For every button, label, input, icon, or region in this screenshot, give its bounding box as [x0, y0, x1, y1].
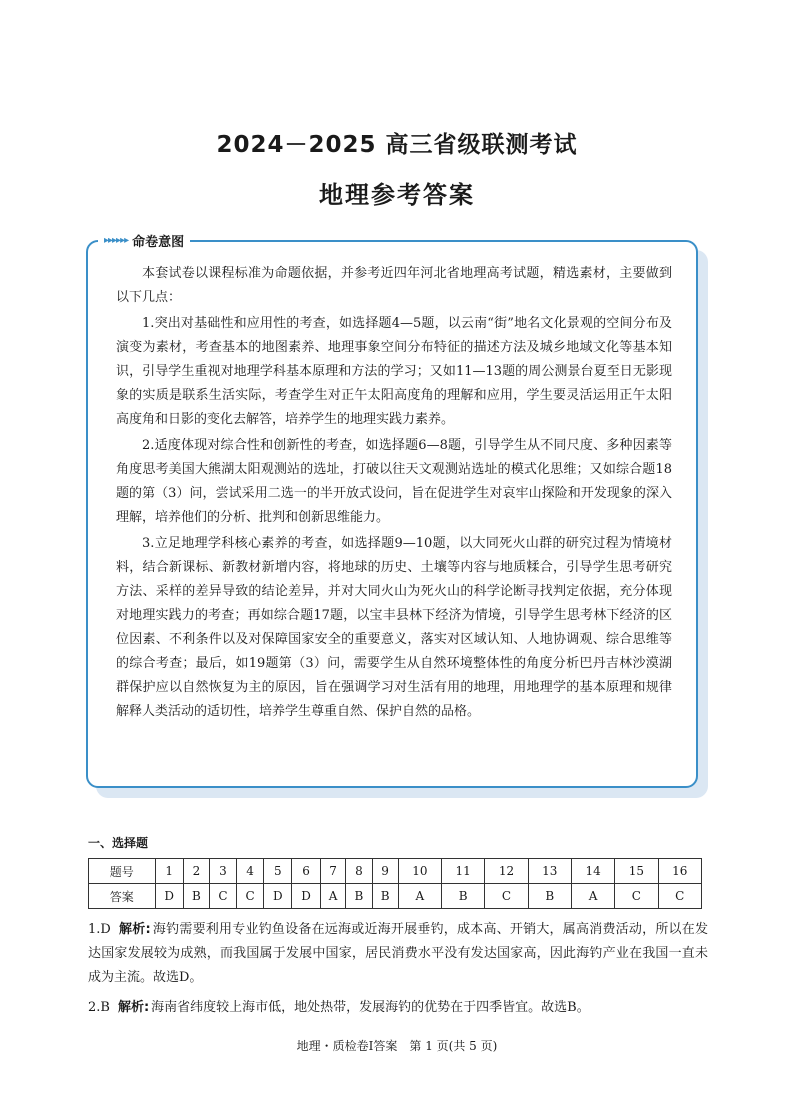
- answer-cell: B: [528, 884, 571, 909]
- answer-table: [88, 858, 702, 909]
- answer-cell: D: [292, 884, 320, 909]
- answer-cell: C: [658, 884, 701, 909]
- question-number: 11: [441, 859, 484, 884]
- question-number: 14: [571, 859, 614, 884]
- explanation-2: [88, 996, 708, 1020]
- arrows-icon: ▸▸▸▸▸▸: [104, 234, 129, 246]
- question-number: 16: [658, 859, 701, 884]
- answer-cell: B: [372, 884, 398, 909]
- question-number: 12: [485, 859, 528, 884]
- answer-cell: D: [155, 884, 183, 909]
- question-number: 1: [155, 859, 183, 884]
- question-number: 6: [292, 859, 320, 884]
- answer-cell: A: [571, 884, 614, 909]
- answer-cell: C: [237, 884, 264, 909]
- question-number: 13: [528, 859, 571, 884]
- answer-cell: B: [346, 884, 372, 909]
- intent-text: [116, 262, 672, 726]
- explanation-text: 海钓需要利用专业钓鱼设备在远海或近海开展垂钓，成本高、开销大，属高消费活动，所以在发达国家发展较为成熟，而我国属于发展中国家，居民消费水平没有发达国家高，因此海钓产业在我国一直未成为主流。故选D。: [88, 922, 708, 985]
- question-number: 2: [183, 859, 209, 884]
- explanation-text: 海南省纬度较上海市低，地处热带，发展海钓的优势在于四季皆宜。故选B。: [151, 1000, 590, 1015]
- intent-paragraph: 本套试卷以课程标准为命题依据，并参考近四年河北省地理高考试题，精选素材，主要做到以下几点：: [116, 266, 672, 305]
- question-number: 7: [320, 859, 346, 884]
- answer-cell: B: [183, 884, 209, 909]
- answer-cell: B: [441, 884, 484, 909]
- answer-cell: A: [320, 884, 346, 909]
- question-number: 8: [346, 859, 372, 884]
- answer-cell: C: [615, 884, 658, 909]
- explanation-label: 解析:: [117, 1000, 150, 1015]
- explanation-number: 1.D: [88, 922, 111, 937]
- question-number: 10: [398, 859, 441, 884]
- table-row-label: 答案: [89, 884, 156, 909]
- exam-title: 2024－2025 高三省级联测考试: [216, 132, 578, 158]
- question-number: 4: [237, 859, 264, 884]
- explanation-1: [88, 918, 708, 990]
- explanation-label: 解析:: [118, 922, 151, 937]
- intent-paragraph: 3.立足地理学科核心素养的考查，如选择题9—10题，以大同死火山群的研究过程为情境材料，结合新课标、新教材新增内容，将地球的历史、土壤等内容与地质糅合，引导学生思考研究方法、采样的差异导致的结论差异，并对大同火山为死火山的科学论断寻找判定依据，充分体现对地理实践力的考查；再如综合题17题，以宝丰县林下经济为情境，引导学生思考林下经济的区位因素、不利条件以及对保障国家安全的重要意义，落实对区域认知、人地协调观、综合思维等的综合考查；最后，如19题第（3）问，需要学生从自然环境整体性的角度分析巴丹吉林沙漠湖群保护应以自然恢复为主的原因，旨在强调学习对生活有用的地理，用地理学的基本原理和规律解释人类活动的适切性，培养学生尊重自然、保护自然的品格。: [116, 536, 672, 719]
- section-title-choice: 一、选择题: [88, 836, 149, 850]
- answer-cell: D: [264, 884, 292, 909]
- question-number: 9: [372, 859, 398, 884]
- intent-paragraph: 1.突出对基础性和应用性的考查，如选择题4—5题，以云南“街”地名文化景观的空间分布及演变为素材，考查基本的地图素养、地理事象空间分布特征的描述方法及城乡地域文化等基本知识，引导学生重视对地理学科基本原理和方法的学习；又如11—13题的周公测景台夏至日无影现象的实质是联系生活实际，考查学生对正午太阳高度角的理解和应用，学生要灵活运用正午太阳高度角和日影的变化去解答，培养学生的地理实践力素养。: [116, 316, 672, 427]
- answer-cell: C: [209, 884, 236, 909]
- intent-box-header: [98, 230, 190, 250]
- intent-title: 命卷意图: [132, 234, 185, 250]
- question-number: 5: [264, 859, 292, 884]
- question-number: 3: [209, 859, 236, 884]
- table-row-label: 题号: [89, 859, 156, 884]
- table-row-answers: [89, 884, 702, 909]
- page-footer: 地理・质检卷Ⅰ答案 第 1 页(共 5 页): [296, 1039, 498, 1053]
- answer-cell: A: [398, 884, 441, 909]
- question-number: 15: [615, 859, 658, 884]
- intent-paragraph: 2.适度体现对综合性和创新性的考查，如选择题6—8题，引导学生从不同尺度、多种因素等角度思考美国大熊湖太阳观测站的选址，打破以往天文观测站选址的模式化思维；又如综合题18题的第（3）问，尝试采用二选一的半开放式设问，旨在促进学生对哀牢山探险和开发现象的深入理解，培养他们的分析、批判和创新思维能力。: [116, 438, 672, 525]
- explanation-number: 2.B: [88, 1000, 110, 1015]
- table-row-numbers: [89, 859, 702, 884]
- exam-subtitle: 地理参考答案: [319, 181, 475, 209]
- answer-cell: C: [485, 884, 528, 909]
